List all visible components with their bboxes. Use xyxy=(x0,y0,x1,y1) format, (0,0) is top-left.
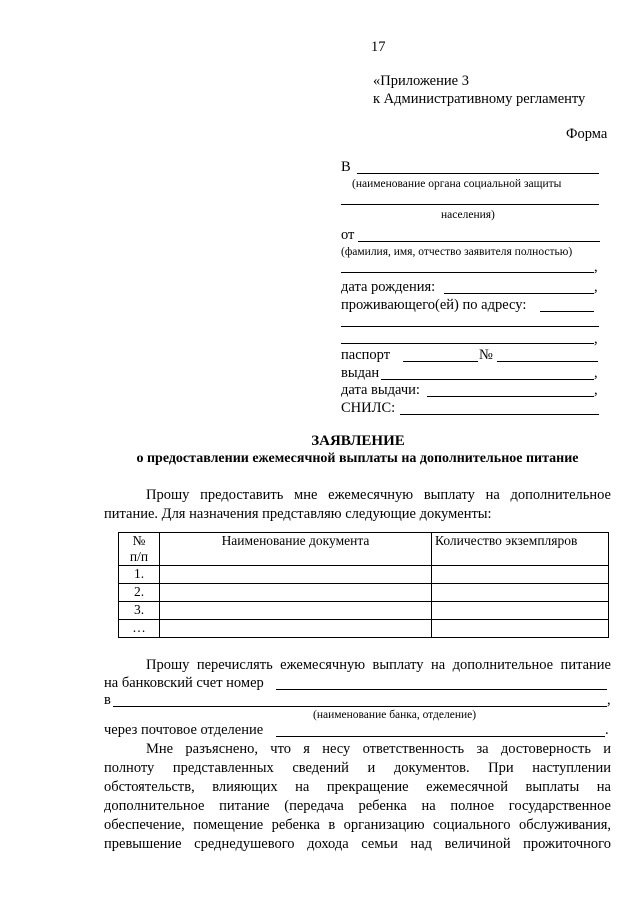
address-line-1 xyxy=(341,326,599,327)
passport-number-line xyxy=(497,361,598,362)
passport-series-line xyxy=(403,361,478,362)
to-field-line xyxy=(357,173,599,174)
request-line-2: питание. Для назначения представляю следующие документы: xyxy=(104,506,492,522)
issue-date-comma: , xyxy=(594,382,598,398)
passport-label: паспорт xyxy=(341,347,391,363)
appendix-line1: «Приложение 3 xyxy=(373,73,469,89)
document-subtitle: о предоставлении ежемесячной выплаты на дополнительное питание xyxy=(136,451,579,466)
transfer-line-4: через почтовое отделение xyxy=(104,722,264,738)
from-comma: , xyxy=(594,259,598,275)
from-field-line-2 xyxy=(341,272,594,273)
transfer-bank-prefix: в xyxy=(104,692,111,708)
to-caption-2: населения) xyxy=(441,209,495,221)
issued-line xyxy=(381,379,594,380)
form-label: Форма xyxy=(566,126,608,142)
responsibility-line-1: Мне разъяснено, что я несу ответственность за достоверность и xyxy=(146,741,611,757)
transfer-line-2: на банковский счет номер xyxy=(104,675,264,691)
documents-table xyxy=(118,532,609,638)
bank-name-line xyxy=(113,706,607,707)
post-office-line xyxy=(276,736,605,737)
row-copies-count[interactable] xyxy=(432,566,609,584)
to-prefix: В xyxy=(341,159,351,175)
issue-date-label: дата выдачи: xyxy=(341,382,420,398)
snils-line xyxy=(400,414,599,415)
page-number: 17 xyxy=(371,39,386,55)
row-document-name[interactable] xyxy=(160,566,432,584)
from-caption: (фамилия, имя, отчество заявителя полностью) xyxy=(341,246,573,258)
bank-comma: , xyxy=(607,692,611,708)
responsibility-line-2: полноту представленных сведений и документов. При наступлении xyxy=(104,760,611,776)
to-field-line-2 xyxy=(341,204,599,205)
transfer-line-1: Прошу перечислять ежемесячную выплату на дополнительное питание xyxy=(146,657,611,673)
table-row xyxy=(119,584,609,602)
document-title: ЗАЯВЛЕНИЕ xyxy=(311,433,405,449)
row-number: 1. xyxy=(119,566,160,584)
table-row xyxy=(119,566,609,584)
row-document-name[interactable] xyxy=(160,584,432,602)
table-row xyxy=(119,620,609,638)
table-header-row xyxy=(119,533,609,566)
responsibility-line-3: обстоятельств, влияющих на прекращение ежемесячной выплаты на xyxy=(104,779,611,795)
birth-date-line xyxy=(444,293,594,294)
from-field-line xyxy=(358,241,600,242)
responsibility-line-6: превышение среднедушевого дохода семьи над величиной прожиточного xyxy=(104,836,611,852)
header-copies-count: Количество экземпляров xyxy=(432,533,609,566)
appendix-line2: к Административному регламенту xyxy=(373,91,586,107)
row-number: 3. xyxy=(119,602,160,620)
responsibility-line-5: обеспечение, помещение ребенка в организацию социального обслуживания, xyxy=(104,817,611,833)
issued-comma: , xyxy=(594,365,598,381)
issued-label: выдан xyxy=(341,365,380,381)
row-number: … xyxy=(119,620,160,638)
issue-date-line xyxy=(427,396,594,397)
address-line-2 xyxy=(341,343,594,344)
row-number: 2. xyxy=(119,584,160,602)
post-office-period: . xyxy=(605,722,609,738)
address-comma: , xyxy=(594,331,598,347)
account-number-line xyxy=(276,689,607,690)
residing-line xyxy=(540,311,594,312)
row-document-name[interactable] xyxy=(160,620,432,638)
header-document-name: Наименование документа xyxy=(160,533,432,566)
row-copies-count[interactable] xyxy=(432,620,609,638)
to-caption-1: (наименование органа социальной защиты xyxy=(352,178,562,190)
birth-date-label: дата рождения: xyxy=(341,279,436,295)
header-number: № п/п xyxy=(119,533,160,566)
from-prefix: от xyxy=(341,227,355,243)
row-document-name[interactable] xyxy=(160,602,432,620)
row-copies-count[interactable] xyxy=(432,584,609,602)
snils-label: СНИЛС: xyxy=(341,400,396,416)
residing-label: проживающего(ей) по адресу: xyxy=(341,297,527,313)
responsibility-line-4: дополнительное питание (передача ребенка на полное государственное xyxy=(104,798,611,814)
passport-number-sign: № xyxy=(479,347,493,363)
table-row xyxy=(119,602,609,620)
request-line-1: Прошу предоставить мне ежемесячную выплату на дополнительное xyxy=(146,487,611,503)
row-copies-count[interactable] xyxy=(432,602,609,620)
bank-caption: (наименование банка, отделение) xyxy=(313,709,477,721)
birth-date-comma: , xyxy=(594,279,598,295)
